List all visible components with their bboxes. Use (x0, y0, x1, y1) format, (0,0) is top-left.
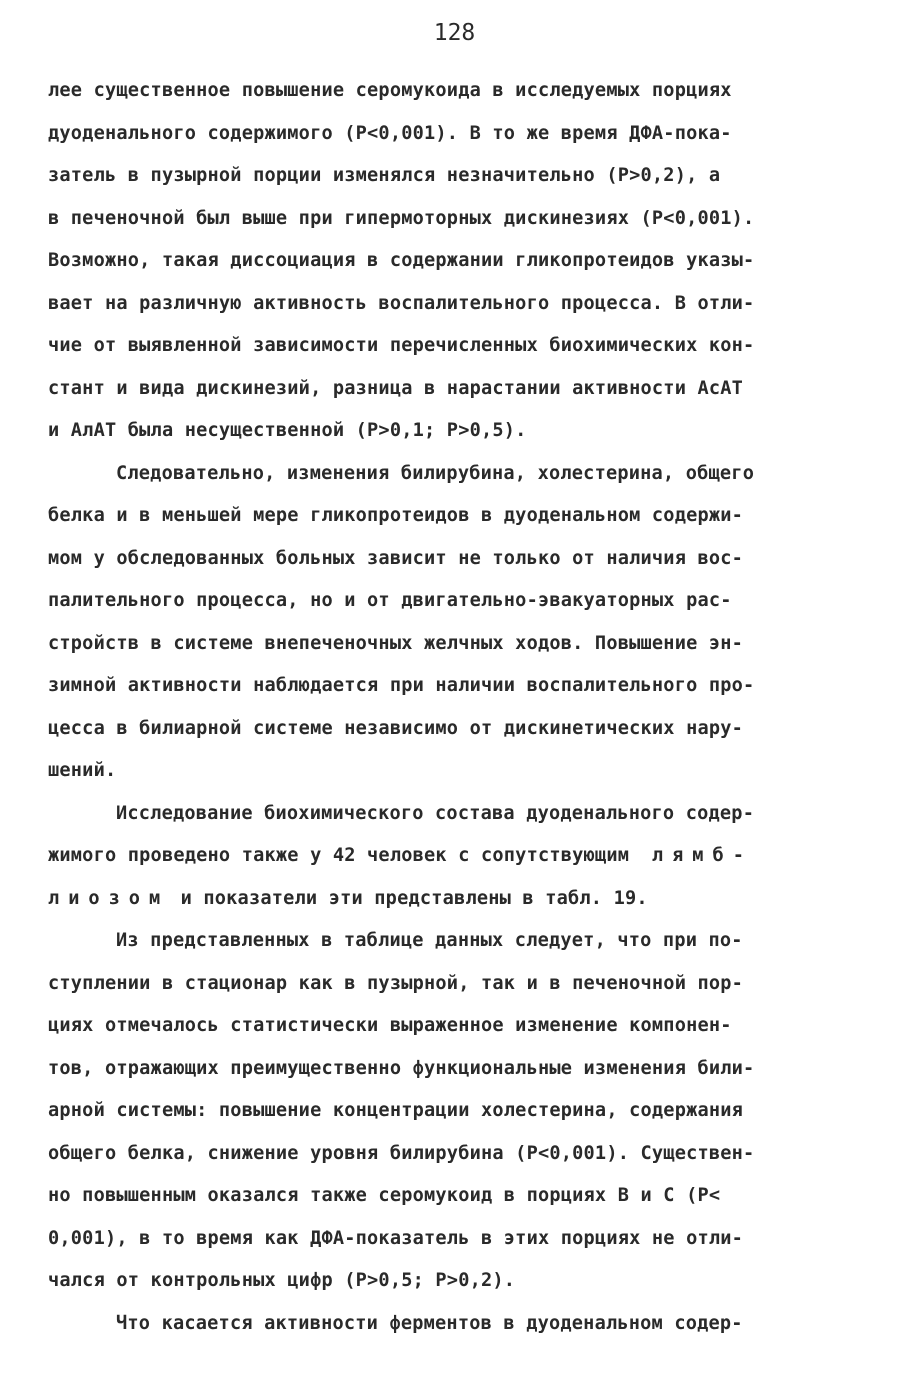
text-line: дуоденального содержимого (P<0,001). В то же время ДФА-пока- (48, 122, 732, 144)
text-line: стант и вида дискинезий, разница в нарастании активности АсАТ (48, 377, 744, 399)
text-fragment: и показатели эти представлены в табл. 19. (180, 887, 648, 909)
text-line: и АлАТ была несущественной (P>0,1; P>0,5). (48, 420, 527, 441)
text-line: циях отмечалось статистически выраженное изменение компонен- (48, 1015, 732, 1036)
text-line (48, 835, 878, 878)
text-line: палительного процесса, но и от двигательно-эвакуаторных рас- (48, 590, 732, 611)
text-line: Возможно, такая диссоциация в содержании гликопротеидов указы- (48, 250, 755, 271)
page-number: 128 (433, 20, 476, 46)
text-line: шений. (48, 760, 117, 781)
text-line: цесса в билиарной системе независимо от дискинетических нару- (48, 717, 744, 739)
text-line: затель в пузырной порции изменялся незначительно (P>0,2), а (48, 165, 721, 186)
text-line: арной системы: повышение концентрации холестерина, содержания (48, 1100, 744, 1121)
text-line: 0,001), в то время как ДФА-показатель в этих порциях не отли- (48, 1227, 744, 1249)
text-line: белка и в меньшей мере гликопротеидов в дуоденальном содержи- (48, 505, 744, 526)
text-line: но повышенным оказался также серомукоид в порциях В и С (P< (48, 1185, 721, 1206)
text-line: ступлении в стационар как в пузырной, так и в печеночной пор- (48, 972, 744, 994)
text-line: Исследование биохимического состава дуоденального содер- (116, 802, 755, 824)
text-fragment: жимого проведено также у 42 человек с сопутствующим (48, 845, 630, 866)
text-line: чие от выявленной зависимости перечисленных биохимических кон- (48, 335, 755, 356)
text-line (48, 878, 878, 921)
text-line: вает на различную активность воспалительного процесса. В отли- (48, 292, 755, 314)
body-text (48, 70, 878, 1345)
text-line: зимной активности наблюдается при наличии воспалительного про- (48, 675, 755, 696)
text-line: Что касается активности ферментов в дуоденальном содер- (116, 1312, 743, 1334)
text-line: общего белка, снижение уровня билирубина (P<0,001). Существен- (48, 1142, 755, 1164)
text-line: Из представленных в таблице данных следует, что при по- (116, 930, 743, 951)
text-line: в печеночной был выше при гипермоторных дискинезиях (P<0,001). (48, 207, 755, 229)
text-line: лее существенное повышение серомукоида в исследуемых порциях (48, 80, 732, 101)
text-line: стройств в системе внепеченочных желчных ходов. Повышение эн- (48, 632, 744, 654)
spaced-term: лямб- (651, 845, 753, 866)
text-line: тов, отражающих преимущественно функциональные изменения били- (48, 1057, 755, 1079)
text-line: Следовательно, изменения билирубина, холестерина, общего (116, 462, 755, 484)
spaced-term: лиозом (48, 887, 170, 909)
text-line: мом у обследованных больных зависит не только от наличия вос- (48, 547, 744, 569)
text-line: чался от контрольных цифр (P>0,5; P>0,2). (48, 1270, 516, 1291)
